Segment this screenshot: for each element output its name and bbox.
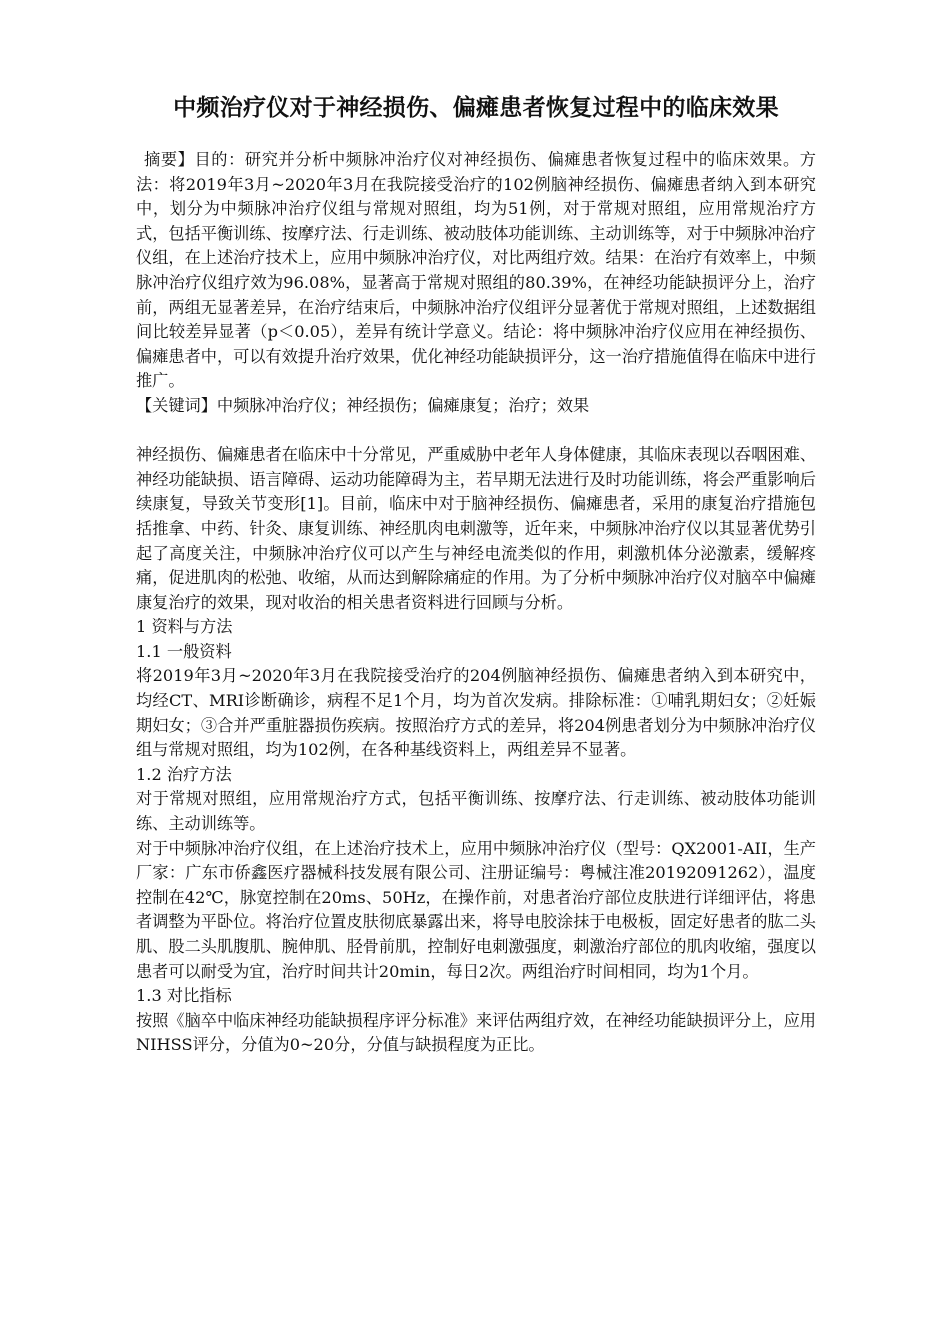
section-1-heading: 1 资料与方法: [136, 617, 233, 637]
section-1-2-paragraph-device: 对于中频脉冲治疗仪组，在上述治疗技术上，应用中频脉冲治疗仪（型号：QX2001-AII，生产厂家：广东市侨鑫医疗器械科技发展有限公司、注册证编号：粤械注准20192091262），温度控制在42℃，脉宽控制在20ms、50Hz，在操作前，对患者治疗部位皮肤进行详细评估，将患者调整为平卧位。将治疗位置皮肤彻底暴露出来，将导电胶涂抹于电极板，固定好患者的肱二头肌、股二头肌腹肌、腕伸肌、胫骨前肌，控制好电刺激强度，刺激治疗部位的肌肉收缩，强度以患者可以耐受为宜，治疗时间共计20min，每日2次。两组治疗时间相同，均为1个月。: [136, 838, 816, 981]
paper-page: [136, 92, 816, 1058]
paper-title: 中频治疗仪对于神经损伤、偏瘫患者恢复过程中的临床效果: [173, 95, 779, 121]
section-1-1-heading: 1.1 一般资料: [136, 641, 232, 661]
section-1-2-heading: 1.2 治疗方法: [136, 764, 232, 784]
abstract-paragraph: 摘要】目的：研究并分析中频脉冲治疗仪对神经损伤、偏瘫患者恢复过程中的临床效果。方法：将2019年3月~2020年3月在我院接受治疗的102例脑神经损伤、偏瘫患者纳入到本研究中，划分为中频脉冲治疗仪组与常规对照组，均为51例，对于常规对照组，应用常规治疗方式，包括平衡训练、按摩疗法、行走训练、被动肢体功能训练、主动训练等，对于中频脉冲治疗仪组，在上述治疗技术上，应用中频脉冲治疗仪，对比两组疗效。结果：在治疗有效率上，中频脉冲治疗仪组疗效为96.08%，显著高于常规对照组的80.39%，在神经功能缺损评分上，治疗前，两组无显著差异，在治疗结束后，中频脉冲治疗仪组评分显著优于常规对照组，上述数据组间比较差异显著（p＜0.05），差异有统计学意义。结论：将中频脉冲治疗仪应用在神经损伤、偏瘫患者中，可以有效提升治疗效果，优化神经功能缺损评分，这一治疗措施值得在临床中进行推广。: [136, 150, 816, 391]
section-1-3-paragraph: 按照《脑卒中临床神经功能缺损程序评分标准》来评估两组疗效，在神经功能缺损评分上，应用NIHSS评分，分值为0~20分，分值与缺损程度为正比。: [136, 1010, 816, 1055]
keywords-line: 【关键词】中频脉冲治疗仪；神经损伤；偏瘫康复；治疗；效果: [136, 395, 590, 415]
section-1-2-paragraph-control: 对于常规对照组，应用常规治疗方式，包括平衡训练、按摩疗法、行走训练、被动肢体功能训练、主动训练等。: [136, 789, 816, 834]
section-1-1-paragraph: 将2019年3月~2020年3月在我院接受治疗的204例脑神经损伤、偏瘫患者纳入到本研究中，均经CT、MRI诊断确诊，病程不足1个月，均为首次发病。排除标准：①哺乳期妇女；②妊娠期妇女；③合并严重脏器损伤疾病。按照治疗方式的差异，将204例患者划分为中频脉冲治疗仪组与常规对照组，均为102例，在各种基线资料上，两组差异不显著。: [136, 666, 816, 760]
section-1-3-heading: 1.3 对比指标: [136, 986, 232, 1006]
introduction-paragraph: 神经损伤、偏瘫患者在临床中十分常见，严重威胁中老年人身体健康，其临床表现以吞咽困难、神经功能缺损、语言障碍、运动功能障碍为主，若早期无法进行及时功能训练，将会严重影响后续康复，导致关节变形[1]。目前，临床中对于脑神经损伤、偏瘫患者，采用的康复治疗措施包括推拿、中药、针灸、康复训练、神经肌肉电刺激等，近年来，中频脉冲治疗仪以其显著优势引起了高度关注，中频脉冲治疗仪可以产生与神经电流类似的作用，刺激机体分泌激素，缓解疼痛，促进肌肉的松弛、收缩，从而达到解除痛症的作用。为了分析中频脉冲治疗仪对脑卒中偏瘫康复治疗的效果，现对收治的相关患者资料进行回顾与分析。: [136, 445, 816, 612]
